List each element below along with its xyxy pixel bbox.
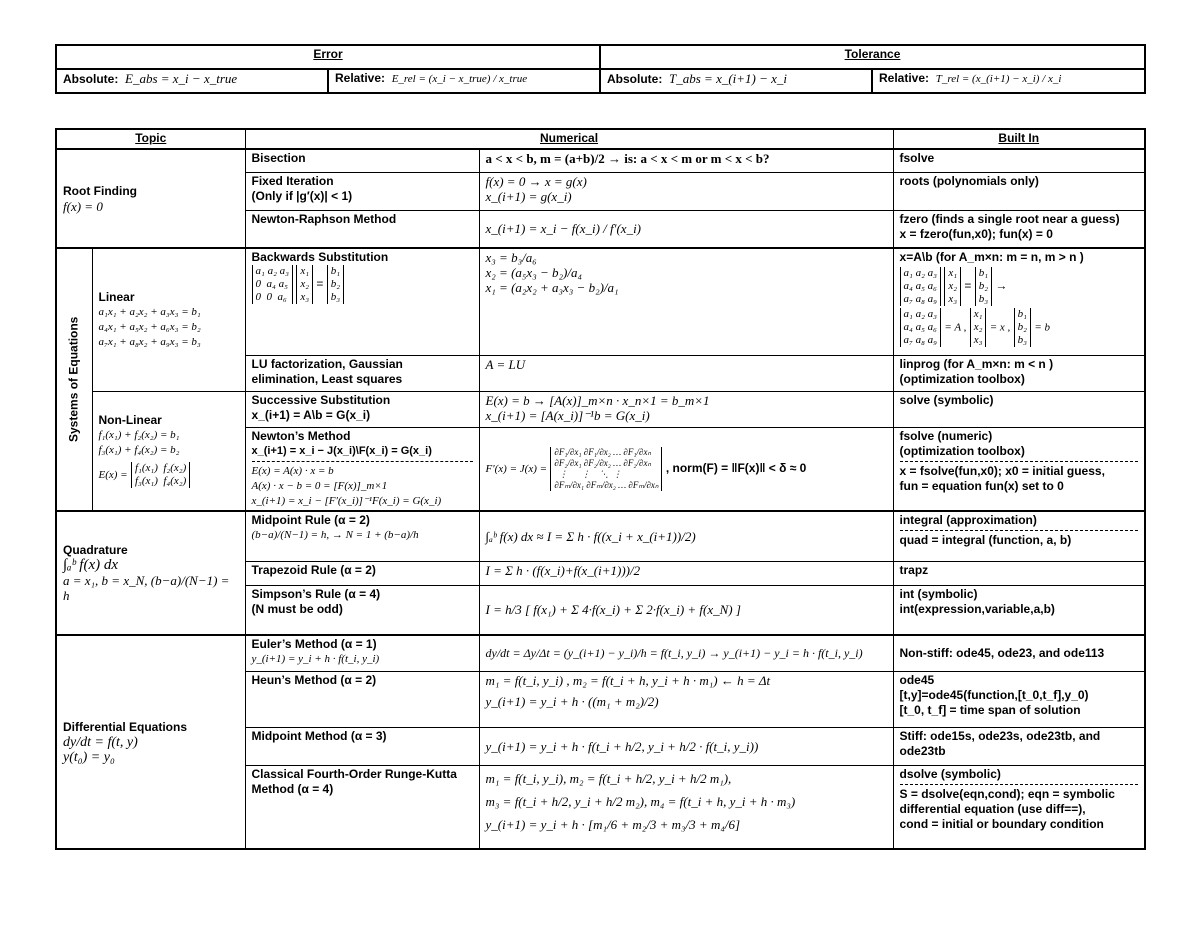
- lu-formula: A = LU: [479, 355, 893, 391]
- simpson-rule-formula: I = h/3 [ f(x₁) + Σ 4·f(x_i) + Σ 2·f(x_i) + f(x_N) ]: [479, 585, 893, 635]
- bisection-builtin: fsolve: [893, 149, 1145, 172]
- error-absolute-cell: Absolute: E_abs = x_i − x_true: [56, 69, 328, 93]
- stiff-builtin: Stiff: ode15s, ode23s, ode23tb, and ode23tb: [893, 727, 1145, 765]
- error-relative-cell: Relative: E_rel = (x_i − x_true) / x_true: [328, 69, 600, 93]
- linprog-builtin: linprog (for A_m×n: m < n ) (optimization toolbox): [893, 355, 1145, 391]
- backslash-builtin: x=A\b (for A_m×n: m = n, m > n ) a₁ a₂ a₃ a₄ a₅ a₆ a₇ a₈ a₉ x₁ x₂ x₃ = b₁ b₂ b₃ → a₁ a₂ a₃ a₄ a₅ a₆ a₇ a₈ a₉ = A , x₁ x₂ x₃ = x , b₁ b₂ b₃ = b: [893, 248, 1145, 355]
- t-rel-formula: T_rel = (x_(i+1) − x_i) / x_i: [935, 73, 1062, 85]
- upper-triangular-matrix: a₁ a₂ a₃ 0 a₄ a₅ 0 0 a₆: [252, 265, 293, 304]
- runge-kutta-formula: m₁ = f(t_i, y_i), m₂ = f(t_i + h/2, y_i + h/2 m₁), m₃ = f(t_i + h/2, y_i + h/2 m₂), m₄ = f(t_i + h, y_i + h · m₃) y_(i+1) = y_i + h · [m₁/6 + m₂/3 + m₃/3 + m₄/6]: [479, 765, 893, 849]
- non-stiff-builtin: Non-stiff: ode45, ode23, and ode113: [893, 635, 1145, 671]
- heun-method-name: Heun’s Method (α = 2): [245, 671, 479, 727]
- newton-raphson-name: Newton-Raphson Method: [245, 210, 479, 248]
- e-abs-formula: E_abs = x_i − x_true: [125, 71, 238, 86]
- integral-builtin: integral (approximation) quad = integral (function, a, b): [893, 511, 1145, 561]
- bisection-name: Bisection: [245, 149, 479, 172]
- topic-header: Topic: [56, 129, 245, 149]
- ode45-builtin: ode45 [t,y]=ode45(function,[t_0,t_f],y_0) [t_0, t_f] = time span of solution: [893, 671, 1145, 727]
- tolerance-relative-cell: Relative: T_rel = (x_(i+1) − x_i) / x_i: [872, 69, 1145, 93]
- simpson-rule-cell: Simpson’s Rule (α = 4) (N must be odd): [245, 585, 479, 635]
- backwards-substitution-formula: x₃ = b₃/a₆ x₂ = (a₅x₃ − b₂)/a₄ x₁ = (a₂x₂ + a₃x₃ − b₂)/a₁: [479, 248, 893, 355]
- tolerance-absolute-cell: Absolute: T_abs = x_(i+1) − x_i: [600, 69, 872, 93]
- trapezoid-rule-formula: I = Σ h · (f(x_i)+f(x_(i+1)))/2: [479, 561, 893, 585]
- numerical-header: Numerical: [245, 129, 893, 149]
- fixed-iteration-cell: Fixed Iteration (Only if |g′(x)| < 1): [245, 172, 479, 210]
- nonlinear-topic: Non-Linear f₁(x₁) + f₂(x₂) = b₁ f₃(x₁) + f₄(x₂) = b₂ E(x) = f₁(x₁) f₂(x₂) f₃(x₁) f₄(x₂): [92, 391, 245, 511]
- differential-equations-topic: Differential Equations dy/dt = f(t, y) y(t₀) = y₀: [56, 635, 245, 849]
- midpoint-rule-cell: Midpoint Rule (α = 2) (b−a)/(N−1) = h, → N = 1 + (b−a)/h: [245, 511, 479, 561]
- root-finding-topic: Root Finding f(x) = 0: [56, 149, 245, 248]
- newtons-method-cell: Newton’s Method x_(i+1) = x_i − J(x_i)\F(x_i) = G(x_i) E(x) = A(x) · x = b A(x) · x − b = 0 = [F(x)]_m×1 x_(i+1) = x_i − [F′(x_i)]⁻¹F(x_i) = G(x_i): [245, 427, 479, 511]
- error-header: Error: [56, 45, 600, 69]
- euler-method-cell: Euler’s Method (α = 1) y_(i+1) = y_i + h · f(t_i, y_i): [245, 635, 479, 671]
- fsolve-builtin: fsolve (numeric) (optimization toolbox) x = fsolve(fun,x0); x0 = initial guess, fun = equation fun(x) set to 0: [893, 427, 1145, 511]
- bisection-formula: a < x < b, m = (a+b)/2 → is: a < x < m or m < x < b?: [479, 149, 893, 172]
- linear-topic: Linear a₁x₁ + a₂x₂ + a₃x₃ = b₁ a₄x₁ + a₅x₂ + a₆x₃ = b₂ a₇x₁ + a₈x₂ + a₉x₃ = b₃: [92, 248, 245, 391]
- trapezoid-rule-name: Trapezoid Rule (α = 2): [245, 561, 479, 585]
- successive-substitution-cell: Successive Substitution x_(i+1) = A\b = G(x_i): [245, 391, 479, 427]
- euler-method-formula: dy/dt = Δy/Δt = (y_(i+1) − y_i)/h = f(t_i, y_i) → y_(i+1) − y_i = h · f(t_i, y_i): [479, 635, 893, 671]
- x-vector: x₁ x₂ x₃: [296, 265, 313, 304]
- int-builtin: int (symbolic) int(expression,variable,a,b): [893, 585, 1145, 635]
- tolerance-header: Tolerance: [600, 45, 1145, 69]
- successive-substitution-formula: E(x) = b → [A(x)]_m×n · x_n×1 = b_m×1 x_(i+1) = [A(x_i)]⁻¹b = G(x_i): [479, 391, 893, 427]
- builtin-header: Built In: [893, 129, 1145, 149]
- methods-table: [55, 128, 1146, 850]
- backwards-substitution-cell: Backwards Substitution a₁ a₂ a₃ 0 a₄ a₅ 0 0 a₆ x₁ x₂ x₃ = b₁ b₂ b₃: [245, 248, 479, 355]
- midpoint-method-formula: y_(i+1) = y_i + h · f(t_i + h/2, y_i + h/2 · f(t_i, y_i)): [479, 727, 893, 765]
- lu-factorization-name: LU factorization, Gaussian elimination, Least squares: [245, 355, 479, 391]
- jacobian-formula: F′(x) = J(x) = ∂F₁/∂x₁ ∂F₁/∂x₂ … ∂F₁/∂xₙ ∂F₂/∂x₁ ∂F₂/∂x₂ … ∂F₂/∂xₙ ⋮ ⋮ ⋱ ⋮ ∂Fₘ/∂x₁ ∂Fₘ/∂x₂ … ∂Fₘ/∂xₙ , norm(F) = ‖F(x)‖ < δ ≈ 0: [479, 427, 893, 511]
- jacobian-matrix: ∂F₁/∂x₁ ∂F₁/∂x₂ … ∂F₁/∂xₙ ∂F₂/∂x₁ ∂F₂/∂x₂ … ∂F₂/∂xₙ ⋮ ⋮ ⋱ ⋮ ∂Fₘ/∂x₁ ∂Fₘ/∂x₂ … ∂Fₘ/∂xₙ: [550, 447, 662, 491]
- midpoint-rule-formula: ∫ₐᵇ f(x) dx ≈ I = Σ h · f((x_i + x_(i+1))/2): [479, 511, 893, 561]
- newton-raphson-formula: x_(i+1) = x_i − f(x_i) / f′(x_i): [479, 210, 893, 248]
- t-abs-formula: T_abs = x_(i+1) − x_i: [669, 71, 788, 86]
- quadrature-topic: Quadrature ∫ₐᵇ f(x) dx a = x₁, b = x_N, (b−a)/(N−1) = h: [56, 511, 245, 635]
- dsolve-builtin: dsolve (symbolic) S = dsolve(eqn,cond); eqn = symbolic differential equation (use diff==), cond = initial or boundary condition: [893, 765, 1145, 849]
- error-tolerance-table: [55, 44, 1146, 94]
- solve-builtin: solve (symbolic): [893, 391, 1145, 427]
- midpoint-method-name: Midpoint Method (α = 3): [245, 727, 479, 765]
- runge-kutta-name: Classical Fourth-Order Runge-Kutta Method (α = 4): [245, 765, 479, 849]
- fixed-iteration-builtin: roots (polynomials only): [893, 172, 1145, 210]
- trapz-builtin: trapz: [893, 561, 1145, 585]
- newton-raphson-builtin: fzero (finds a single root near a guess) x = fzero(fun,x0); fun(x) = 0: [893, 210, 1145, 248]
- b-vector: b₁ b₂ b₃: [327, 265, 344, 304]
- e-rel-formula: E_rel = (x_i − x_true) / x_true: [391, 73, 528, 85]
- systems-of-equations-label: Systems of Equations: [56, 248, 92, 511]
- heun-method-formula: m₁ = f(t_i, y_i) , m₂ = f(t_i + h, y_i + h · m₁) ← h = Δt y_(i+1) = y_i + h · ((m₁ + m₂)/2): [479, 671, 893, 727]
- fixed-iteration-formula: f(x) = 0 → x = g(x) x_(i+1) = g(x_i): [479, 172, 893, 210]
